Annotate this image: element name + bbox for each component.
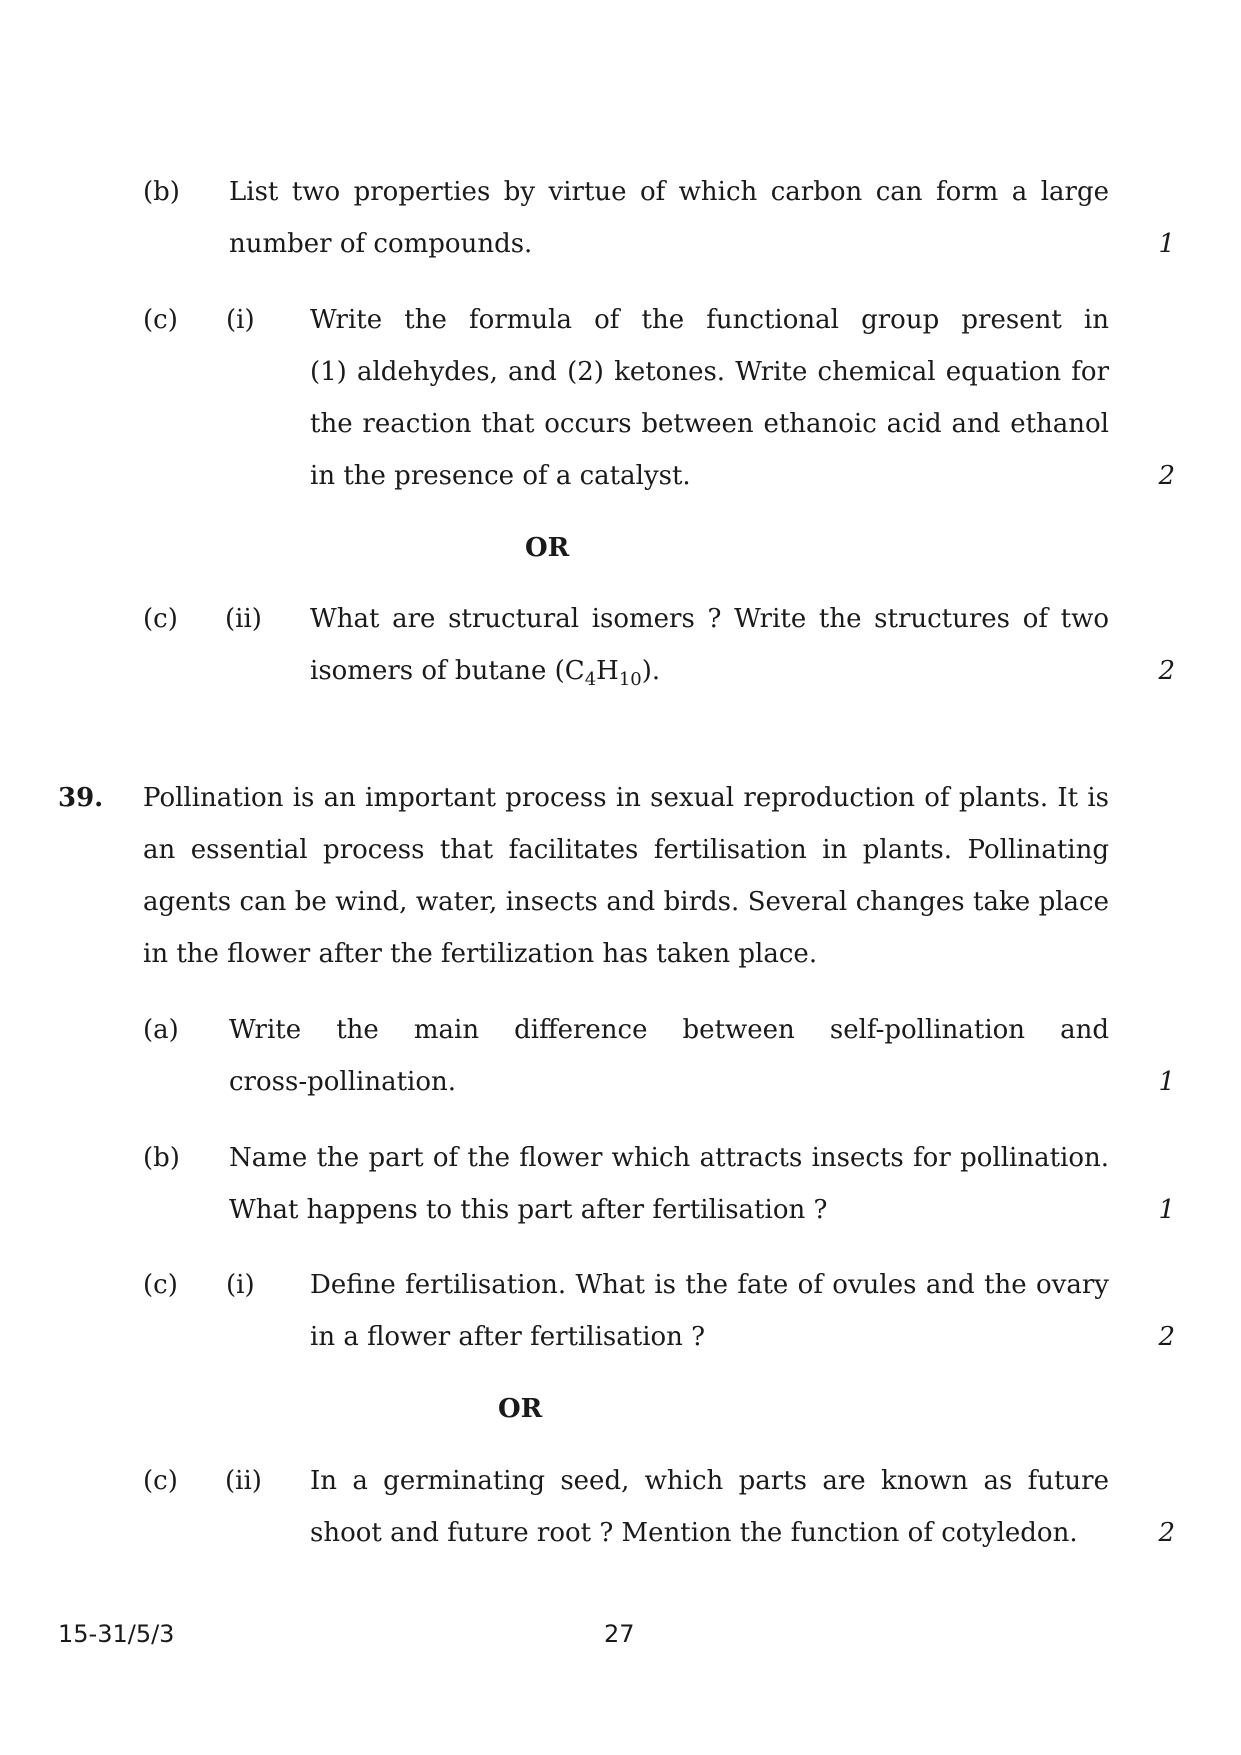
q38-c1-label: (c)	[143, 305, 178, 335]
q39-b-text: Name the part of the flower which attracts insects for pollination. What happens to this part after fertilisation ?	[229, 1143, 1109, 1225]
q39-c2-text: In a germinating seed, which parts are known as future shoot and future root ? Mention the function of cotyledon.	[310, 1466, 1109, 1548]
q39-b-label: (b)	[143, 1143, 180, 1173]
q39-c1-sublabel: (i)	[226, 1270, 255, 1300]
q38-c1-sublabel: (i)	[226, 305, 255, 335]
q39-c1-marks: 2	[1158, 1322, 1175, 1352]
q39-or-separator: OR	[498, 1394, 543, 1424]
q39-c1-label: (c)	[143, 1270, 178, 1300]
q38-c1-marks: 2	[1158, 461, 1175, 491]
q38-c1-text: Write the formula of the functional group present in (1) aldehydes, and (2) ketones. Write chemical equation for the reaction that occurs between ethanoic acid and ethanol in the presence of a catalyst.	[310, 305, 1109, 491]
q38-b-label: (b)	[143, 177, 180, 207]
q39-a-marks: 1	[1158, 1067, 1175, 1097]
q38-b-text: List two properties by virtue of which carbon can form a large number of compounds.	[229, 177, 1109, 259]
q39-a-label: (a)	[143, 1015, 179, 1045]
q39-c2-sublabel: (ii)	[225, 1466, 262, 1496]
q38-b-marks: 1	[1158, 229, 1175, 259]
footer-paper-code: 15-31/5/3	[58, 1620, 175, 1648]
q38-or-separator: OR	[525, 533, 570, 563]
q39-b-marks: 1	[1158, 1195, 1175, 1225]
footer-page-number: 27	[604, 1620, 635, 1648]
q39-c2-marks: 2	[1158, 1518, 1175, 1548]
q39-number: 39.	[58, 783, 104, 813]
q38-c2-text: What are structural isomers ? Write the structures of two isomers of butane $(C_4H_{10})$.	[310, 593, 1109, 697]
q38-c2-formula-line: isomers of butane $(C_4H_{10})$.	[310, 656, 661, 690]
q39-a-text: Write the main difference between self-pollination and cross-pollination.	[229, 1015, 1109, 1097]
q39-c2-label: (c)	[143, 1466, 178, 1496]
q38-c2-label: (c)	[143, 604, 178, 634]
q38-c2-marks: 2	[1158, 656, 1175, 686]
q39-c1-text: Define fertilisation. What is the fate of ovules and the ovary in a flower after fertilisation ?	[310, 1270, 1109, 1352]
q38-c2-sublabel: (ii)	[225, 604, 262, 634]
q39-intro: Pollination is an important process in sexual reproduction of plants. It is an essential process that facilitates fertilisation in plants. Pollinating agents can be wind, water, insects and birds. Several changes take place in the flower after the fertilization has taken place.	[143, 783, 1109, 969]
